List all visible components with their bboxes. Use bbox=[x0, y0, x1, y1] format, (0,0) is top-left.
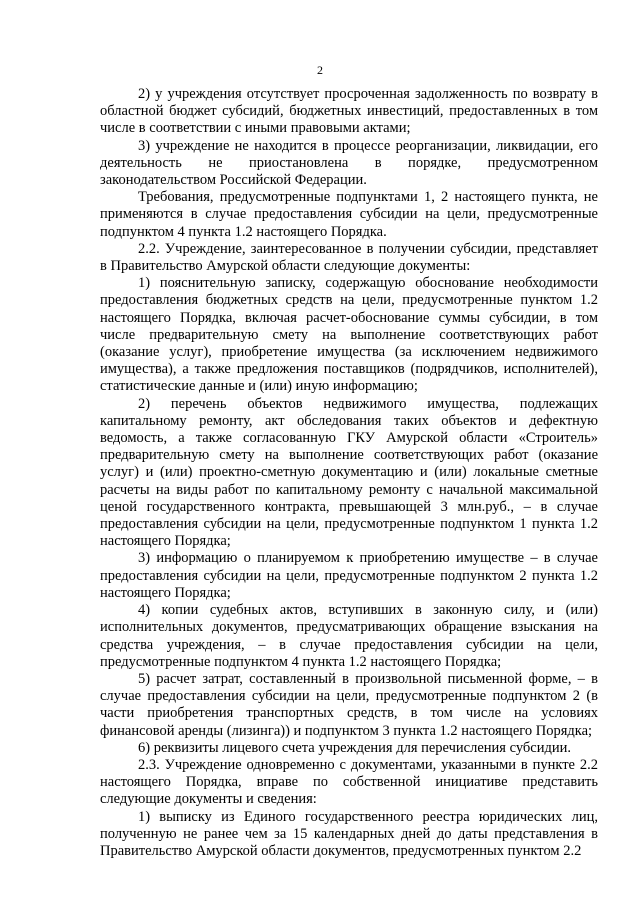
paragraph-2-2-item-4: 4) копии судебных актов, вступивших в законную силу, и (или) исполнительных документов, предусматривающих обращение взыскания на средства учреждения, – в случае предоставления субсидии на цели, предусмотренные подпунктом 4 пункта 1.2 настоящего Порядка; bbox=[100, 602, 598, 670]
paragraph-2-2-item-2: 2) перечень объектов недвижимого имущества, подлежащих капитальному ремонту, акт обследования таких объектов и дефектную ведомость, а также согласованную ГКУ Амурской области «Строитель» предварительную смету на выполнение соответствующих работ (оказание услуг) и (или) проектно-сметную документацию и (или) локальные сметные расчеты на виды работ по капитальному ремонту с начальной максимальной ценой государственного контракта, превышающей 3 млн.руб., – в случае предоставления субсидии на цели, предусмотренные подпунктом 1 пункта 1.2 настоящего Порядка; bbox=[100, 395, 598, 550]
paragraph-2-2-intro: 2.2. Учреждение, заинтересованное в получении субсидии, представляет в Правительство Амурской области следующие документы: bbox=[100, 240, 598, 275]
paragraph-requirements-exception: Требования, предусмотренные подпунктами 1, 2 настоящего пункта, не применяются в случае предоставления субсидии на цели, предусмотренные подпунктом 4 пункта 1.2 настоящего Порядка. bbox=[100, 189, 598, 240]
paragraph-3-reorganization: 3) учреждение не находится в процессе реорганизации, ликвидации, его деятельность не приостановлена в порядке, предусмотренном законодательством Российской Федерации. bbox=[100, 137, 598, 189]
paragraph-2-3-intro: 2.3. Учреждение одновременно с документами, указанными в пункте 2.2 настоящего Порядка, вправе по собственной инициативе представить следующие документы и сведения: bbox=[100, 756, 598, 808]
document-body bbox=[100, 86, 598, 860]
paragraph-2-debt: 2) у учреждения отсутствует просроченная задолженность по возврату в областной бюджет субсидий, бюджетных инвестиций, предоставленных в том числе в соответствии с иными правовыми актами; bbox=[100, 86, 598, 137]
paragraph-2-2-item-6: 6) реквизиты лицевого счета учреждения для перечисления субсидии. bbox=[138, 739, 572, 756]
paragraph-2-2-item-1: 1) пояснительную записку, содержащую обоснование необходимости предоставления бюджетных средств на цели, предусмотренные пунктом 1.2 настоящего Порядка, включая расчет-обоснование суммы субсидии, в том числе предварительную смету на выполнение соответствующих работ (оказание услуг), приобретение имущества (за исключением недвижимого имущества), а также предложения поставщиков (подрядчиков, исполнителей), статистические данные и (или) иную информацию; bbox=[100, 275, 598, 395]
page-number: 2 bbox=[317, 63, 323, 77]
paragraph-2-2-item-5: 5) расчет затрат, составленный в произвольной письменной форме, – в случае предоставления субсидии на цели, предусмотренные подпунктом 2 (в части приобретения транспортных средств, в том числе на условиях финансовой аренды (лизинга)) и подпунктом 3 пункта 1.2 настоящего Порядка; bbox=[100, 670, 598, 739]
paragraph-2-2-item-3: 3) информацию о планируемом к приобретению имуществе – в случае предоставления субсидии на цели, предусмотренные подпунктом 2 пункта 1.2 настоящего Порядка; bbox=[100, 550, 598, 601]
paragraph-2-3-item-1: 1) выписку из Единого государственного реестра юридических лиц, полученную не ранее чем за 15 календарных дней до даты представления в Правительство Амурской области документов, предусмотренных пунктом 2.2 bbox=[100, 808, 598, 859]
